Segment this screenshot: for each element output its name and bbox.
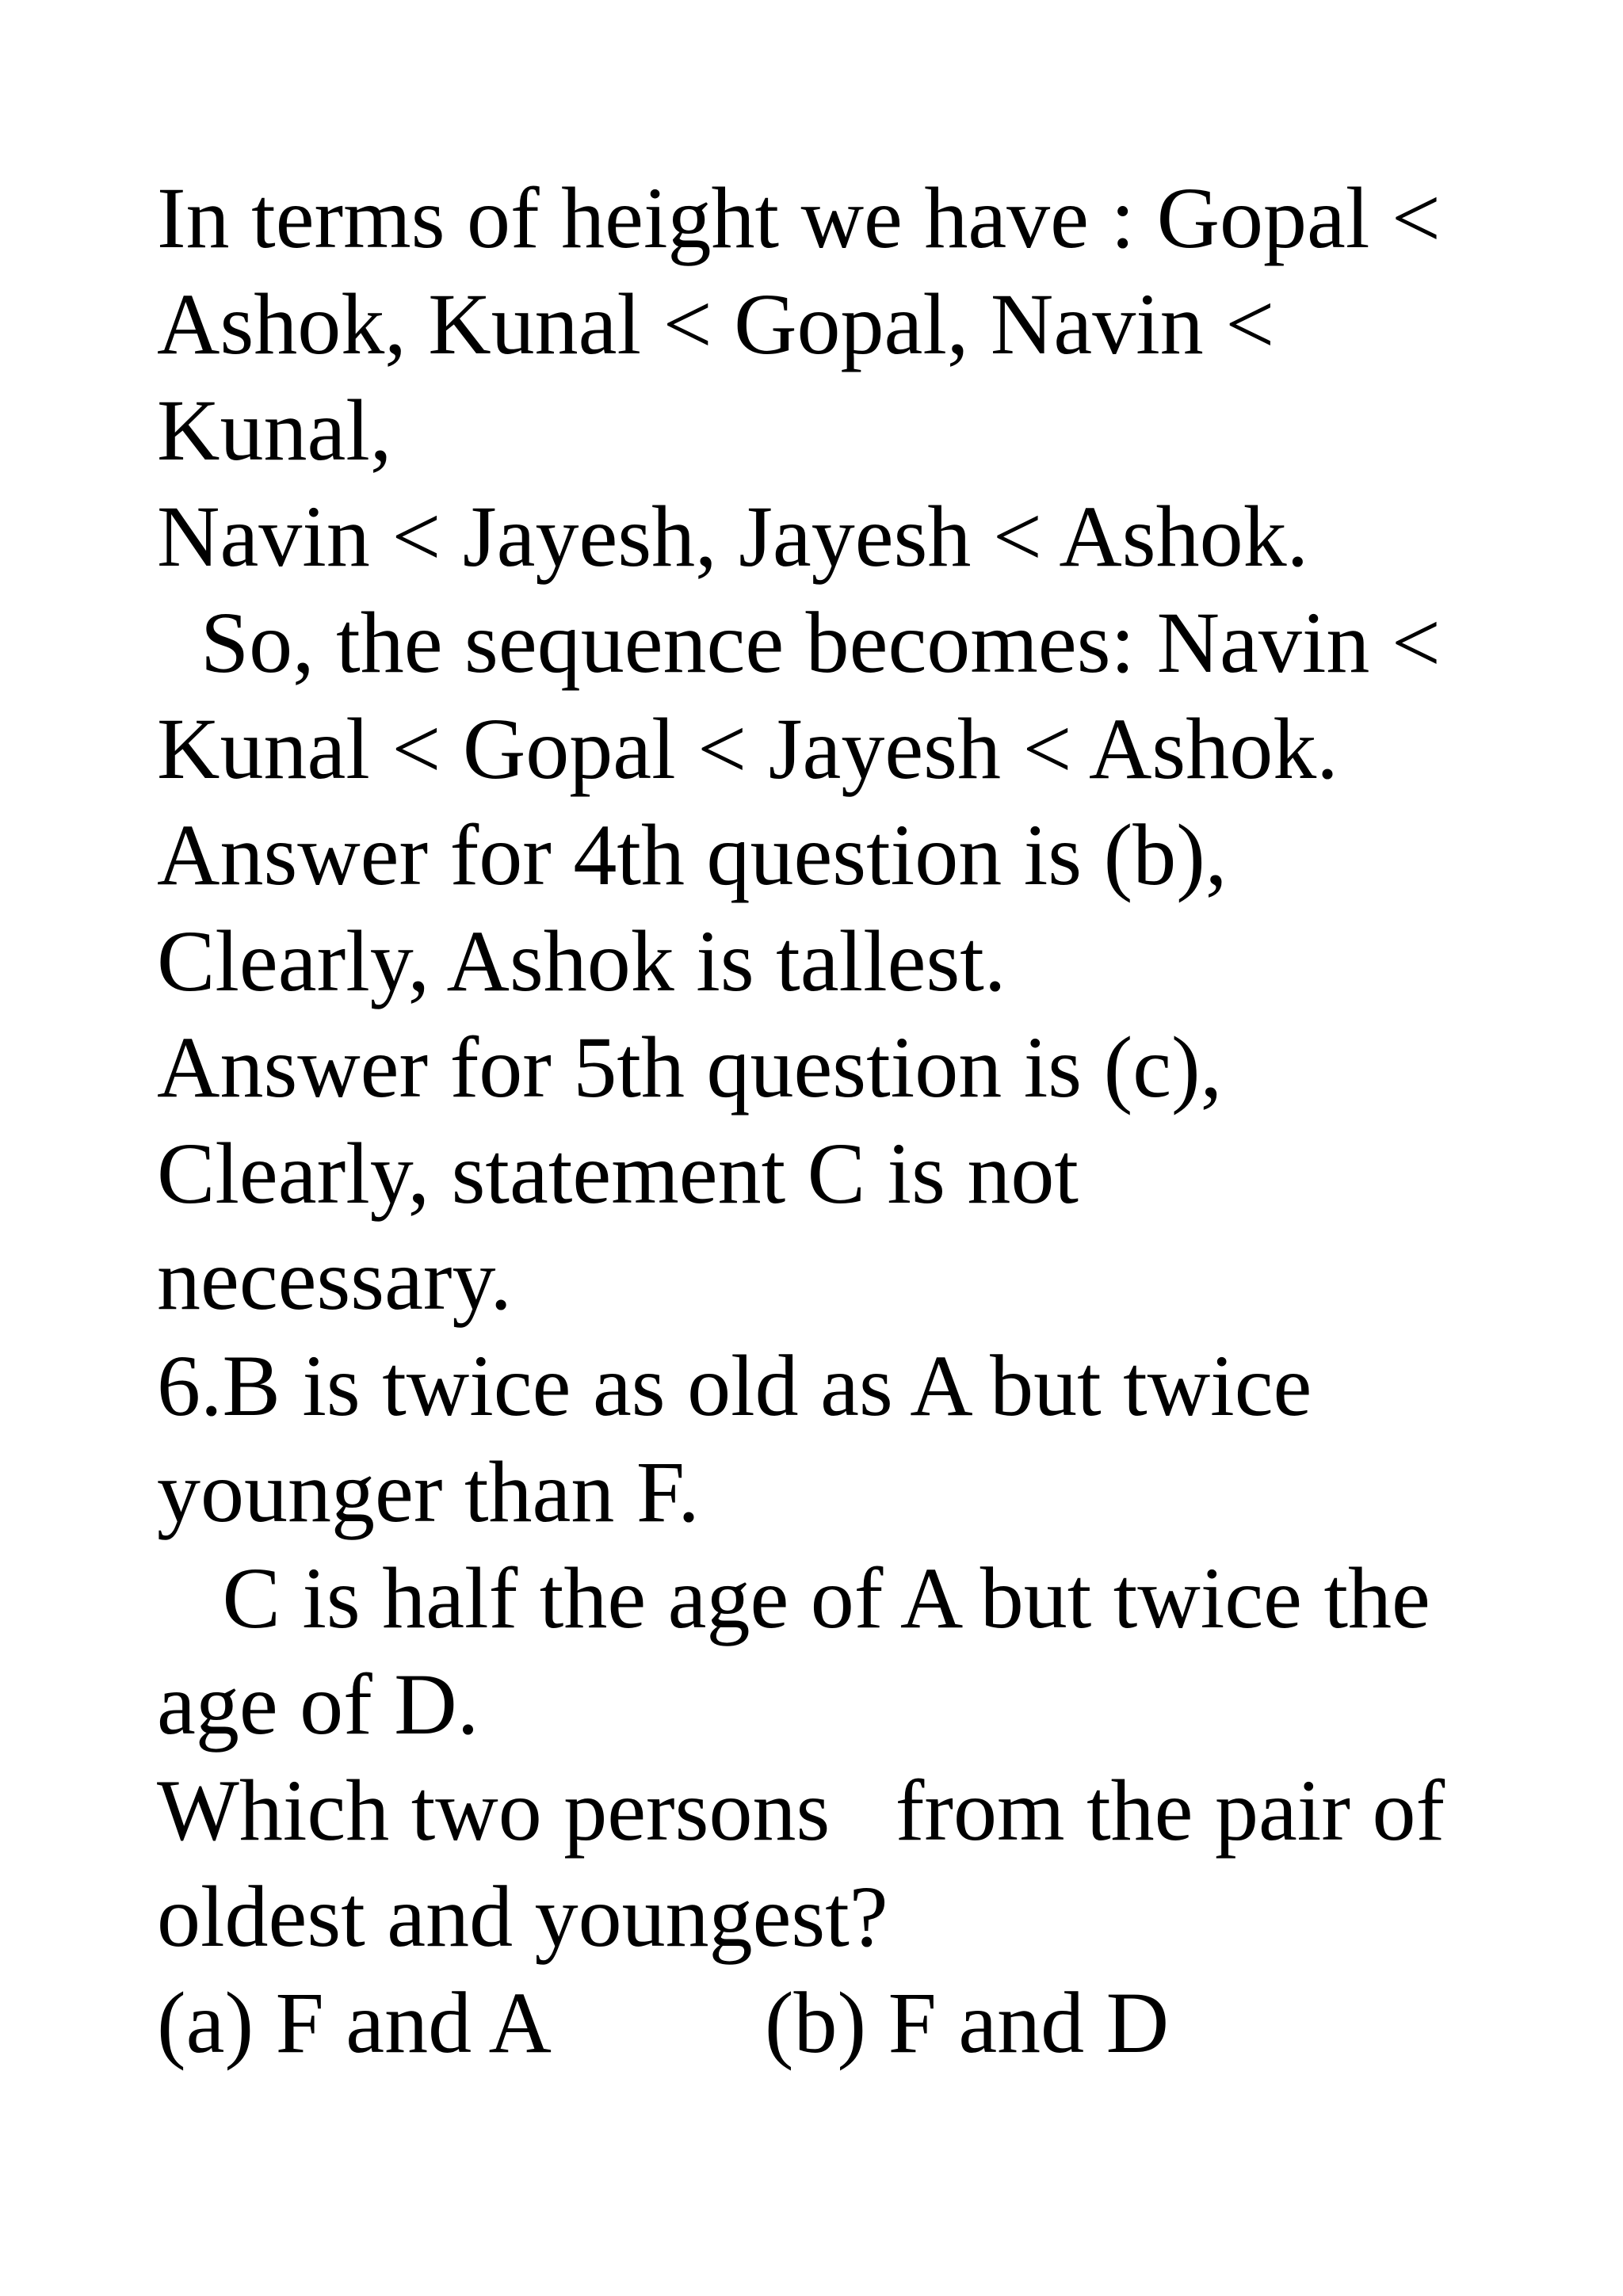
text-line: Kunal, — [157, 382, 392, 479]
text-line: Answer for 4th question is (b), — [157, 807, 1228, 903]
text-line: Navin < Jayesh, Jayesh < Ashok. — [157, 488, 1309, 585]
document-body — [157, 165, 1504, 2076]
text-line: Which two persons from the pair of — [157, 1762, 1445, 1859]
text-line: Ashok, Kunal < Gopal, Navin < — [157, 276, 1275, 372]
text-line: age of D. — [157, 1656, 479, 1753]
text-line: Clearly, Ashok is tallest. — [157, 913, 1006, 1009]
answer-options: (a) F and A (b) F and D — [157, 1974, 1170, 2071]
text-line: In terms of height we have : Gopal < — [157, 170, 1441, 266]
text-line: oldest and youngest? — [157, 1868, 888, 1965]
text-line: Answer for 5th question is (c), — [157, 1019, 1223, 1116]
text-line: necessary. — [157, 1231, 512, 1328]
text-line: Kunal < Gopal < Jayesh < Ashok. — [157, 700, 1338, 797]
text-line: Clearly, statement C is not — [157, 1125, 1079, 1222]
text-line: So, the sequence becomes: Navin < — [157, 594, 1441, 691]
text-line: C is half the age of A but twice the — [157, 1550, 1430, 1646]
text-line: younger than F. — [157, 1444, 700, 1540]
question-6-text: 6.B is twice as old as A but twice — [157, 1337, 1312, 1434]
